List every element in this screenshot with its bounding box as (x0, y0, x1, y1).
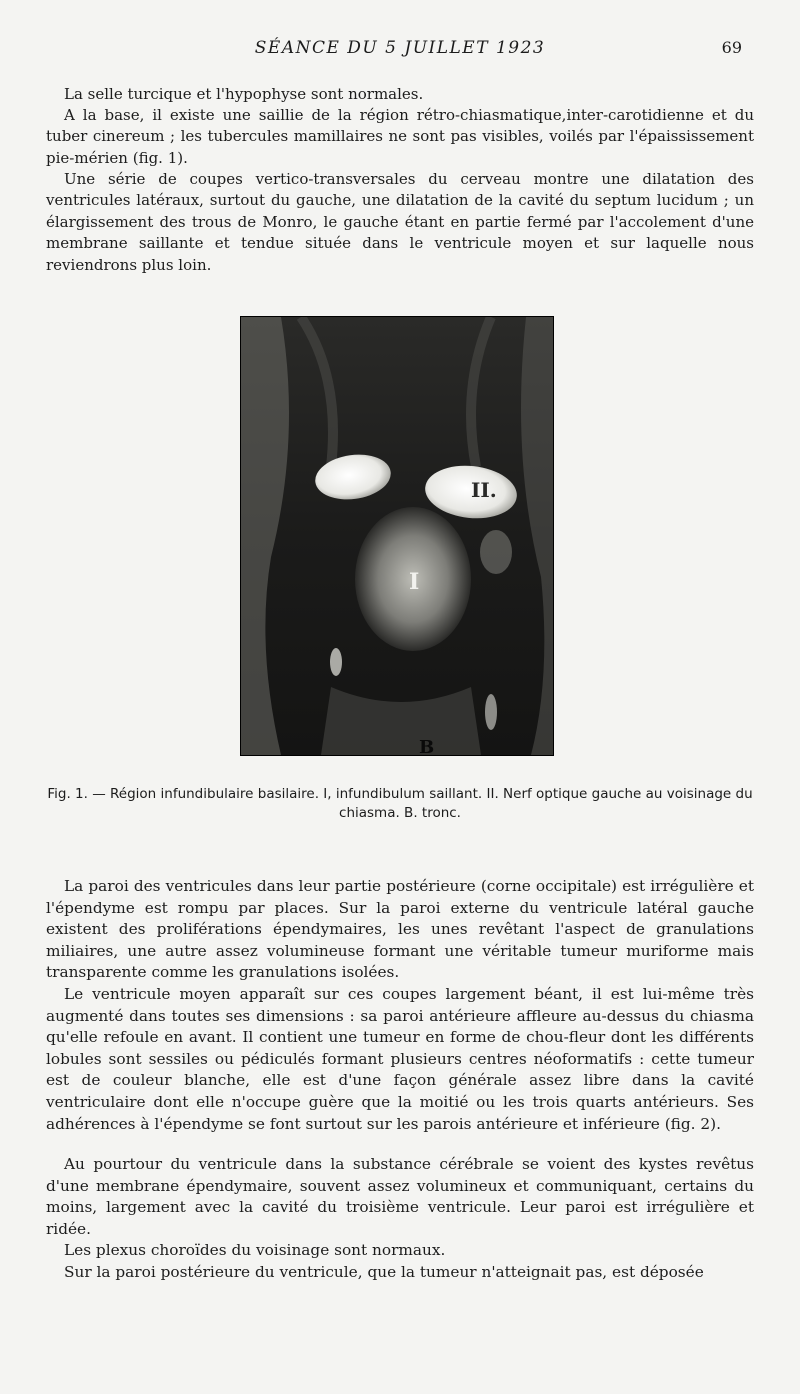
label-optic-nerve: II. (471, 478, 497, 502)
paragraph-cysts: Au pourtour du ventricule dans la substance cérébrale se voient des kystes revêtus d'une membrane épendymaire, souvent assez volumineux et communiquant, certains du moins, largement avec la cavité du troisième ventricule. Leur paroi est irrégulière et ridée. (46, 1155, 754, 1238)
paragraph-plexus: Les plexus choroïdes du voisinage sont normaux. (64, 1241, 446, 1259)
brain-base-photo (241, 317, 553, 755)
label-infundibulum: I (409, 569, 420, 595)
page-number: 69 (721, 38, 742, 57)
figure-1-caption: Fig. 1. — Région infundibulaire basilaire. I, infundibulum saillant. II. Nerf optique gauche au voisinage du chiasma. B. tronc. (47, 786, 753, 821)
paragraph-posterior-wall: Sur la paroi postérieure du ventricule, que la tumeur n'atteignait pas, est déposée (64, 1263, 704, 1281)
label-trunk: B (419, 737, 435, 755)
figure-1-photograph (240, 316, 554, 756)
paragraph-middle-ventricle: Le ventricule moyen apparaît sur ces coupes largement béant, il est lui-même très augmenté dans toutes ses dimensions : sa paroi antérieure affleure au-dessus du chiasma qu'elle refoule en avant. Il contient une tumeur en forme de chou-fleur dont les différents lobules sont sessiles ou pédiculés formant plusieurs centres néoformatifs : cette tumeur est de couleur blanche, elle est d'une façon générale assez libre dans la cavité ventriculaire dont elle n'occupe guère que la moitié ou les trois quarts antérieurs. Ses adhérences à l'épendyme se font surtout sur les parois antérieure et inférieure (fig. 2). (46, 985, 754, 1133)
running-header (0, 38, 800, 62)
paragraph-base: A la base, il existe une saillie de la région rétro-chiasmatique,inter-carotidienne et du tuber cinereum ; les tubercules mamillaires ne sont pas visibles, voilés par l'épaississement pie-mérien (fig. 1). (46, 106, 754, 167)
paragraph-sections: Une série de coupes vertico-transversales du cerveau montre une dilatation des ventricules latéraux, surtout du gauche, une dilatation de la cavité du septum lucidum ; un élargissement des trous de Monro, le gauche étant en partie fermé par l'accolement d'une membrane saillante et tendue située dans le ventricule moyen et sur laquelle nous reviendrons plus loin. (46, 170, 754, 274)
paragraph-ventricle-walls: La paroi des ventricules dans leur partie postérieure (corne occipitale) est irrégulière et l'épendyme est rompu par places. Sur la paroi externe du ventricule latéral gauche existent des proliférations épendymaires, les unes revêtant l'aspect de granulations miliaires, une autre assez volumineuse formant une véritable tumeur muriforme mais transparente comme les granulations isolées. (46, 877, 754, 982)
paragraph-sella: La selle turcique et l'hypophyse sont normales. (64, 85, 424, 103)
running-title: SÉANCE DU 5 JUILLET 1923 (254, 38, 546, 58)
